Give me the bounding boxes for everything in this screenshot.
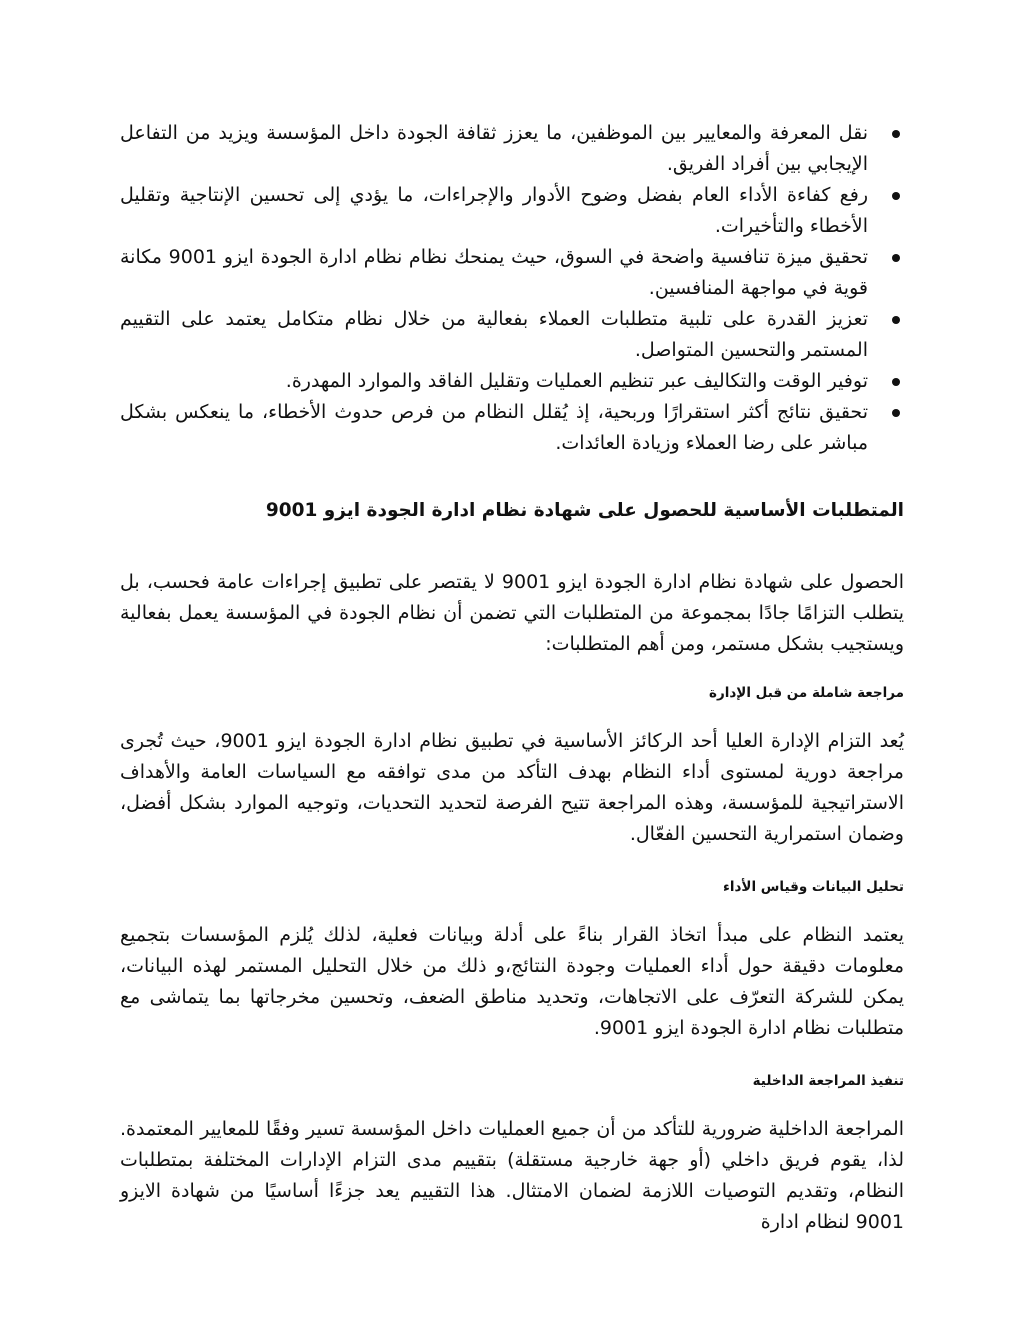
bullet-dot-icon [892, 130, 900, 138]
list-item [120, 242, 904, 304]
list-item-text: تحقيق ميزة تنافسية واضحة في السوق، حيث يمنحك نظام نظام ادارة الجودة ايزو 9001 مكانة قوية في مواجهة المنافسين. [120, 246, 868, 299]
section-heading: المتطلبات الأساسية للحصول على شهادة نظام ادارة الجودة ايزو 9001 [265, 500, 904, 521]
benefits-list [120, 118, 904, 459]
bullet-dot-icon [892, 192, 900, 200]
subsection-paragraph-internal-audit: المراجعة الداخلية ضرورية للتأكد من أن جميع العمليات داخل المؤسسة تسير وفقًا للمعايير المعتمدة. لذا، يقوم فريق داخلي (أو جهة خارجية مستقلة) بتقييم مدى التزام الإدارات المختلفة بمتطلبات النظام، وتقديم التوصيات اللازمة لضمان الامتثال. هذا التقييم يعد جزءًا أساسيًا من شهادة الايزو 9001 لنظام ادارة [120, 1118, 904, 1233]
list-item [120, 397, 904, 459]
subsection-paragraph-management-review: يُعد التزام الإدارة العليا أحد الركائز الأساسية في تطبيق نظام ادارة الجودة ايزو 9001، حيث تُجرى مراجعة دورية لمستوى أداء النظام بهدف التأكد من مدى توافقه مع السياسات العامة والأهداف الاستراتيجية للمؤسسة، وهذه المراجعة تتيح الفرصة لتحديد التحديات، وتوجيه الموارد بشكل أفضل، وضمان استمرارية التحسين الفعّال. [120, 730, 904, 845]
list-item-text: تحقيق نتائج أكثر استقرارًا وربحية، إذ يُقلل النظام من فرص حدوث الأخطاء، ما ينعكس بشكل مباشر على رضا العملاء وزيادة العائدات. [120, 401, 868, 454]
list-item-text: نقل المعرفة والمعايير بين الموظفين، ما يعزز ثقافة الجودة داخل المؤسسة ويزيد من التفاعل الإيجابي بين أفراد الفريق. [120, 122, 868, 175]
list-item-text: توفير الوقت والتكاليف عبر تنظيم العمليات وتقليل الفاقد والموارد المهدرة. [285, 370, 868, 392]
list-item-text: تعزيز القدرة على تلبية متطلبات العملاء بفعالية من خلال نظام متكامل يعتمد على التقييم المستمر والتحسين المتواصل. [120, 308, 868, 361]
subsection-paragraph-data-analysis: يعتمد النظام على مبدأ اتخاذ القرار بناءً على أدلة وبيانات فعلية، لذلك يُلزم المؤسسات بتجميع معلومات دقيقة حول أداء العمليات وجودة النتائج،و ذلك من خلال التحليل المستمر لهذه البيانات، يمكن للشركة التعرّف على الاتجاهات، وتحديد مناطق الضعف، وتحسين مخرجاتها بما يتماشى مع متطلبات نظام ادارة الجودة ايزو 9001. [120, 924, 904, 1039]
bullet-dot-icon [892, 409, 900, 417]
subsection-heading-data-analysis: تحليل البيانات وقياس الأداء [722, 879, 904, 895]
list-item [120, 304, 904, 366]
bullet-dot-icon [892, 378, 900, 386]
subsection-heading-management-review: مراجعة شاملة من قبل الإدارة [708, 685, 904, 701]
list-item [120, 366, 904, 397]
list-item [120, 180, 904, 242]
section-intro-paragraph: الحصول على شهادة نظام ادارة الجودة ايزو 9001 لا يقتصر على تطبيق إجراءات عامة فحسب، بل يتطلب التزامًا جادًا بمجموعة من المتطلبات التي تضمن أن نظام الجودة في المؤسسة يعمل بفعالية ويستجيب بشكل مستمر، ومن أهم المتطلبات: [120, 571, 904, 655]
bullet-dot-icon [892, 254, 900, 262]
bullet-dot-icon [892, 316, 900, 324]
list-item [120, 118, 904, 180]
subsection-heading-internal-audit: تنفيذ المراجعة الداخلية [752, 1073, 904, 1089]
list-item-text: رفع كفاءة الأداء العام بفضل وضوح الأدوار والإجراءات، ما يؤدي إلى تحسين الإنتاجية وتقليل الأخطاء والتأخيرات. [120, 184, 868, 237]
